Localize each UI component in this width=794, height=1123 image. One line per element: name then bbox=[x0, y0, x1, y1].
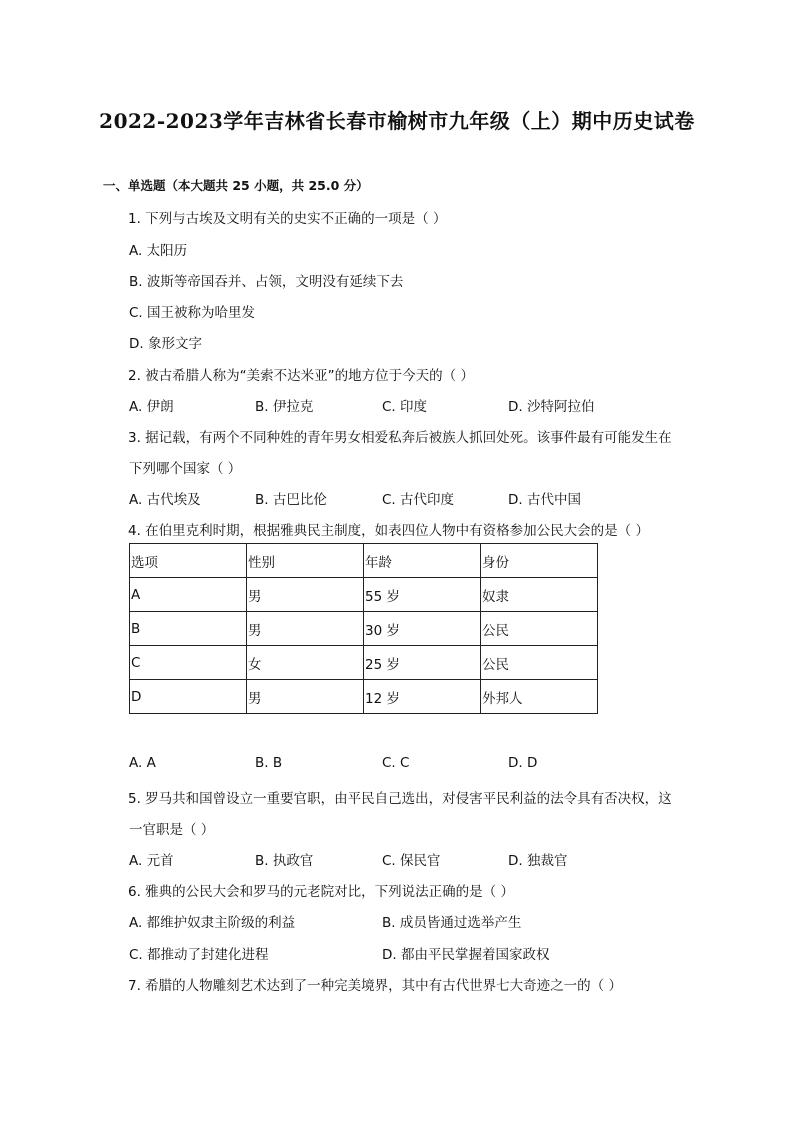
table-row bbox=[130, 578, 598, 612]
table-header-cell: 年龄 bbox=[364, 544, 481, 578]
page-title: 2022-2023学年吉林省长春市榆树市九年级（上）期中历史试卷 bbox=[99, 109, 695, 133]
table-cell: A bbox=[130, 578, 247, 612]
table-cell: 55 岁 bbox=[364, 578, 481, 612]
question-2-option-d: D. 沙特阿拉伯 bbox=[508, 399, 595, 415]
table-cell: 25 岁 bbox=[364, 646, 481, 680]
table-cell: 女 bbox=[247, 646, 364, 680]
table-cell: 男 bbox=[247, 578, 364, 612]
question-2-option-b: B. 伊拉克 bbox=[255, 399, 314, 415]
question-5-option-d: D. 独裁官 bbox=[508, 853, 568, 869]
table-cell: B bbox=[130, 612, 247, 646]
table-header-cell: 选项 bbox=[130, 544, 247, 578]
question-1-option-d: D. 象形文字 bbox=[129, 336, 202, 352]
question-4-table bbox=[129, 543, 598, 714]
question-4-option-d: D. D bbox=[508, 755, 538, 771]
table-row bbox=[130, 680, 598, 714]
question-6-option-c: C. 都推动了封建化进程 bbox=[129, 947, 269, 963]
table-cell: 男 bbox=[247, 612, 364, 646]
question-1-option-c: C. 国王被称为哈里发 bbox=[129, 305, 256, 321]
question-4-option-b: B. B bbox=[255, 755, 283, 771]
table-cell: 公民 bbox=[481, 646, 598, 680]
question-1-stem: 1. 下列与古埃及文明有关的史实不正确的一项是（ ） bbox=[128, 211, 447, 227]
question-1-option-b: B. 波斯等帝国吞并、占领，文明没有延续下去 bbox=[129, 274, 404, 290]
table-header-cell: 身份 bbox=[481, 544, 598, 578]
question-5-stem-continued: 一官职是（ ） bbox=[129, 822, 215, 838]
question-4-option-a: A. A bbox=[129, 755, 156, 771]
question-3-option-b: B. 古巴比伦 bbox=[255, 492, 327, 508]
question-4-stem: 4. 在伯里克利时期，根据雅典民主制度，如表四位人物中有资格参加公民大会的是（ ） bbox=[128, 523, 649, 539]
question-5-option-b: B. 执政官 bbox=[255, 853, 314, 869]
question-3-option-c: C. 古代印度 bbox=[382, 492, 455, 508]
question-5-stem: 5. 罗马共和国曾设立一重要官职，由平民自己选出，对侵害平民利益的法令具有否决权，这 bbox=[128, 791, 672, 807]
table-header-cell: 性别 bbox=[247, 544, 364, 578]
question-1-option-a: A. 太阳历 bbox=[129, 243, 188, 259]
question-2-option-a: A. 伊朗 bbox=[129, 399, 174, 415]
question-6-option-b: B. 成员皆通过选举产生 bbox=[382, 915, 522, 931]
question-3-stem-continued: 下列哪个国家（ ） bbox=[129, 461, 242, 477]
section-heading: 一、单选题（本大题共 25 小题，共 25.0 分） bbox=[103, 178, 369, 193]
table-header-row bbox=[130, 544, 598, 578]
question-5-option-c: C. 保民官 bbox=[382, 853, 441, 869]
table-row bbox=[130, 612, 598, 646]
table-row bbox=[130, 646, 598, 680]
question-2-option-c: C. 印度 bbox=[382, 399, 428, 415]
question-3-option-a: A. 古代埃及 bbox=[129, 492, 201, 508]
table-cell: C bbox=[130, 646, 247, 680]
question-3-option-d: D. 古代中国 bbox=[508, 492, 581, 508]
question-5-option-a: A. 元首 bbox=[129, 853, 174, 869]
question-4-option-c: C. C bbox=[382, 755, 410, 771]
question-6-stem: 6. 雅典的公民大会和罗马的元老院对比，下列说法正确的是（ ） bbox=[128, 884, 514, 900]
table-cell: D bbox=[130, 680, 247, 714]
table-cell: 男 bbox=[247, 680, 364, 714]
table-cell: 12 岁 bbox=[364, 680, 481, 714]
table-cell: 公民 bbox=[481, 612, 598, 646]
question-6-option-d: D. 都由平民掌握着国家政权 bbox=[382, 947, 550, 963]
table-cell: 30 岁 bbox=[364, 612, 481, 646]
question-3-stem: 3. 据记载，有两个不同种姓的青年男女相爱私奔后被族人抓回处死。该事件最有可能发生在 bbox=[128, 430, 672, 446]
question-7-stem: 7. 希腊的人物雕刻艺术达到了一种完美境界，其中有古代世界七大奇迹之一的（ ） bbox=[128, 978, 622, 994]
question-6-option-a: A. 都维护奴隶主阶级的利益 bbox=[129, 915, 296, 931]
table-cell: 外邦人 bbox=[481, 680, 598, 714]
table-cell: 奴隶 bbox=[481, 578, 598, 612]
question-2-stem: 2. 被古希腊人称为“美索不达米亚”的地方位于今天的（ ） bbox=[128, 368, 474, 384]
